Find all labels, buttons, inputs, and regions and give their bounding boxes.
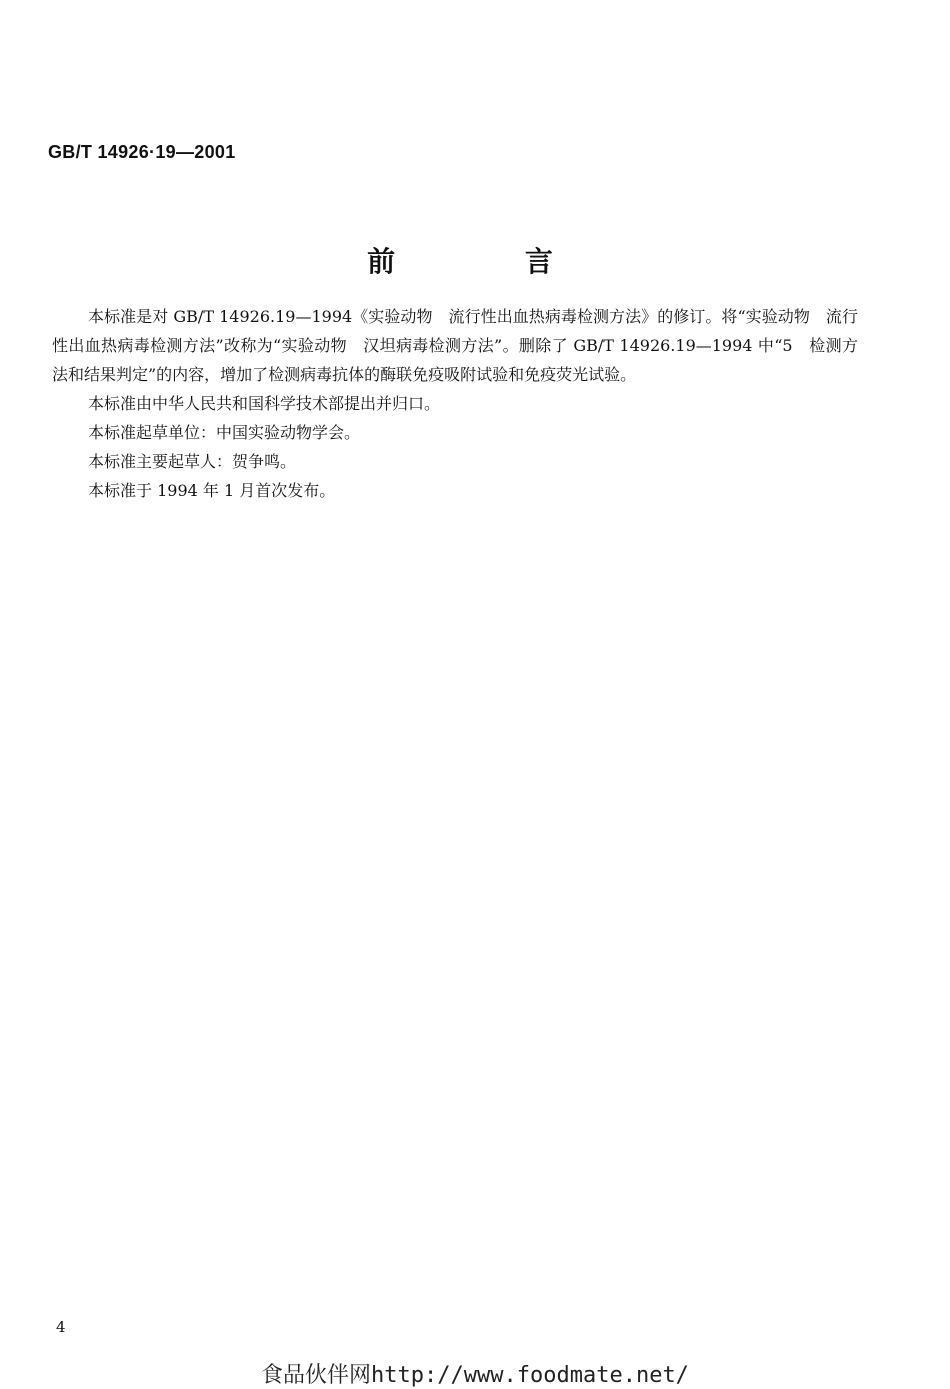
- paragraph-first-release: 本标准于 1994 年 1 月首次发布。: [88, 481, 336, 500]
- footer-watermark-link[interactable]: 食品伙伴网http://www.foodmate.net/: [261, 1363, 689, 1388]
- page-title: 前 言: [367, 245, 613, 278]
- paragraph-main-drafter: 本标准主要起草人：贺争鸣。: [88, 452, 297, 471]
- paragraph-revision-note: 本标准是对 GB/T 14926.19—1994《实验动物 流行性出血热病毒检测方法》的修订。将“实验动物 流行性出血热病毒检测方法”改称为“实验动物 汉坦病毒检测方法”。删除了 GB/T 14926.19—1994 中“5 检测方法和结果判定”的内容，增加了检测病毒抗体的酶联免疫吸附试验和免疫荧光试验。: [52, 307, 858, 384]
- page-number: 4: [56, 1318, 66, 1336]
- standard-code-header: GB/T 14926·19—2001: [48, 142, 236, 162]
- paragraph-proposer: 本标准由中华人民共和国科学技术部提出并归口。: [88, 394, 441, 413]
- paragraph-drafting-unit: 本标准起草单位：中国实验动物学会。: [88, 423, 361, 442]
- foreword-body: [52, 302, 858, 505]
